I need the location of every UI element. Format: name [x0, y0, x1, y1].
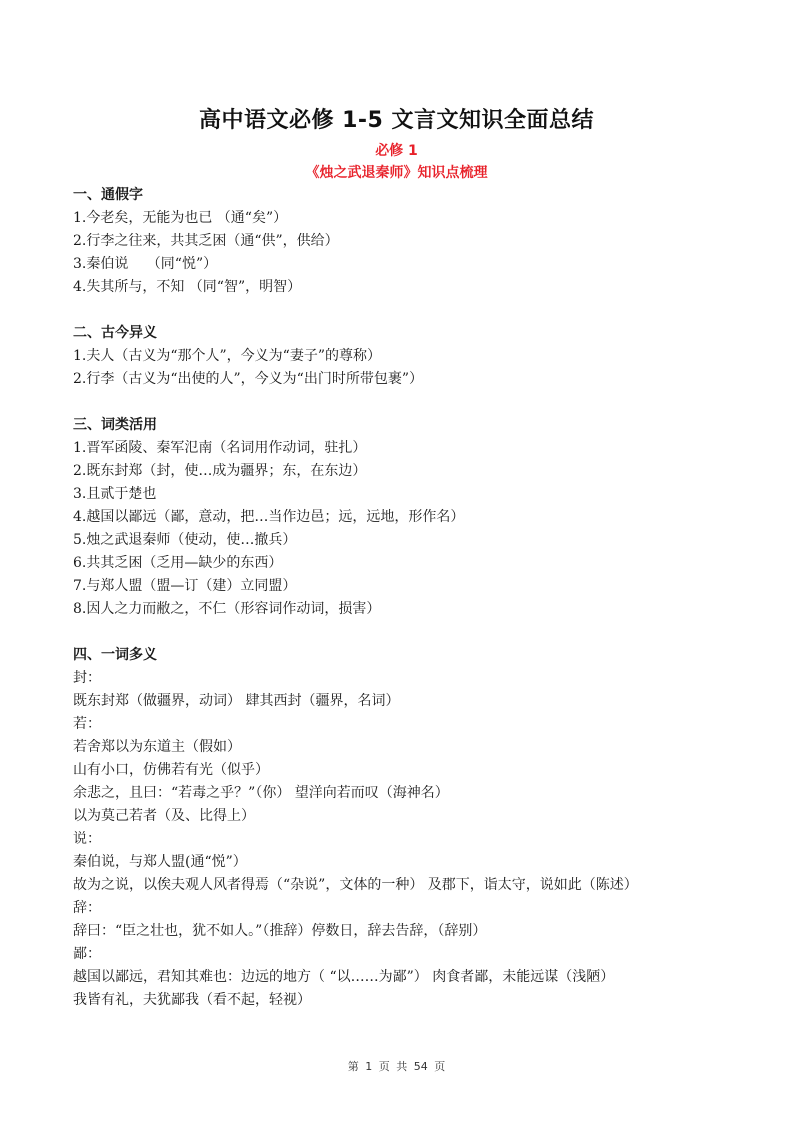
list-item: 8.因人之力而敝之，不仁（形容词作动词，损害） — [73, 601, 381, 617]
list-item: 4.越国以鄙远（鄙，意动，把…当作边邑；远，远地，形作名） — [73, 509, 465, 525]
section-heading: 三、词类活用 — [73, 417, 157, 433]
list-item: 余悲之，且曰：“若毒之乎？”（你） 望洋向若而叹（海神名） — [73, 785, 449, 801]
word-label: 辞： — [73, 900, 101, 916]
section-heading: 一、通假字 — [73, 187, 143, 203]
list-item: 我皆有礼，夫犹鄙我（看不起，轻视） — [73, 992, 311, 1008]
list-item: 秦伯说，与郑人盟(通“悦”） — [73, 854, 247, 870]
list-item: 1.晋军函陵、秦军氾南（名词用作动词，驻扎） — [73, 440, 367, 456]
list-item: 1.夫人（古义为“那个人”，今义为“妻子”的尊称） — [73, 348, 381, 364]
lesson-title: 《烛之武退秦师》知识点梳理 — [305, 165, 488, 181]
list-item: 若舍郑以为东道主（假如） — [73, 739, 241, 755]
list-item: 以为莫己若者（及、比得上） — [73, 808, 255, 824]
word-label: 说： — [73, 831, 101, 847]
list-item: 5.烛之武退秦师（使动，使…撤兵） — [73, 532, 297, 548]
page-number: 第 1 页 共 54 页 — [347, 1060, 446, 1073]
spacer — [73, 391, 753, 414]
list-item: 既东封郑（做疆界，动词） 肆其西封（疆界，名词） — [73, 693, 400, 709]
list-item: 1.今老矣，无能为也已 （通“矣”） — [73, 210, 288, 226]
list-item: 4.失其所与，不知 （同“智”，明智） — [73, 279, 302, 295]
section-heading: 二、古今异义 — [73, 325, 157, 341]
list-item: 2.行李（古义为“出使的人”，今义为“出门时所带包裹”） — [73, 371, 423, 387]
section-heading: 四、一词多义 — [73, 647, 157, 663]
document-body — [73, 184, 753, 1012]
word-label: 鄙： — [73, 946, 101, 962]
list-item: 3.且贰于楚也 — [73, 486, 157, 502]
list-item: 3.秦伯说 （同“悦”） — [73, 256, 218, 272]
list-item: 越国以鄙远，君知其难也：边远的地方（ “以……为鄙”） 肉食者鄙，未能远谋（浅陋） — [73, 969, 615, 985]
list-item: 故为之说，以俟夫观人风者得焉（“杂说”，文体的一种） 及郡下，诣太守，说如此（陈述） — [73, 877, 638, 893]
spacer — [73, 299, 753, 322]
list-item: 辞曰：“臣之壮也，犹不如人。”（推辞）停数日，辞去告辞，（辞别） — [73, 923, 487, 939]
word-label: 若： — [73, 716, 101, 732]
list-item: 7.与郑人盟（盟—订（建）立同盟） — [73, 578, 297, 594]
spacer — [73, 621, 753, 644]
list-item: 2.既东封郑（封，使…成为疆界；东，在东边） — [73, 463, 367, 479]
document-title: 高中语文必修 1-5 文言文知识全面总结 — [198, 108, 595, 133]
word-label: 封： — [73, 670, 101, 686]
volume-subtitle: 必修 1 — [375, 143, 418, 159]
list-item: 6.共其乏困（乏用—缺少的东西） — [73, 555, 283, 571]
list-item: 山有小口，仿佛若有光（似乎） — [73, 762, 269, 778]
list-item: 2.行李之往来，共其乏困（通“供”，供给） — [73, 233, 339, 249]
